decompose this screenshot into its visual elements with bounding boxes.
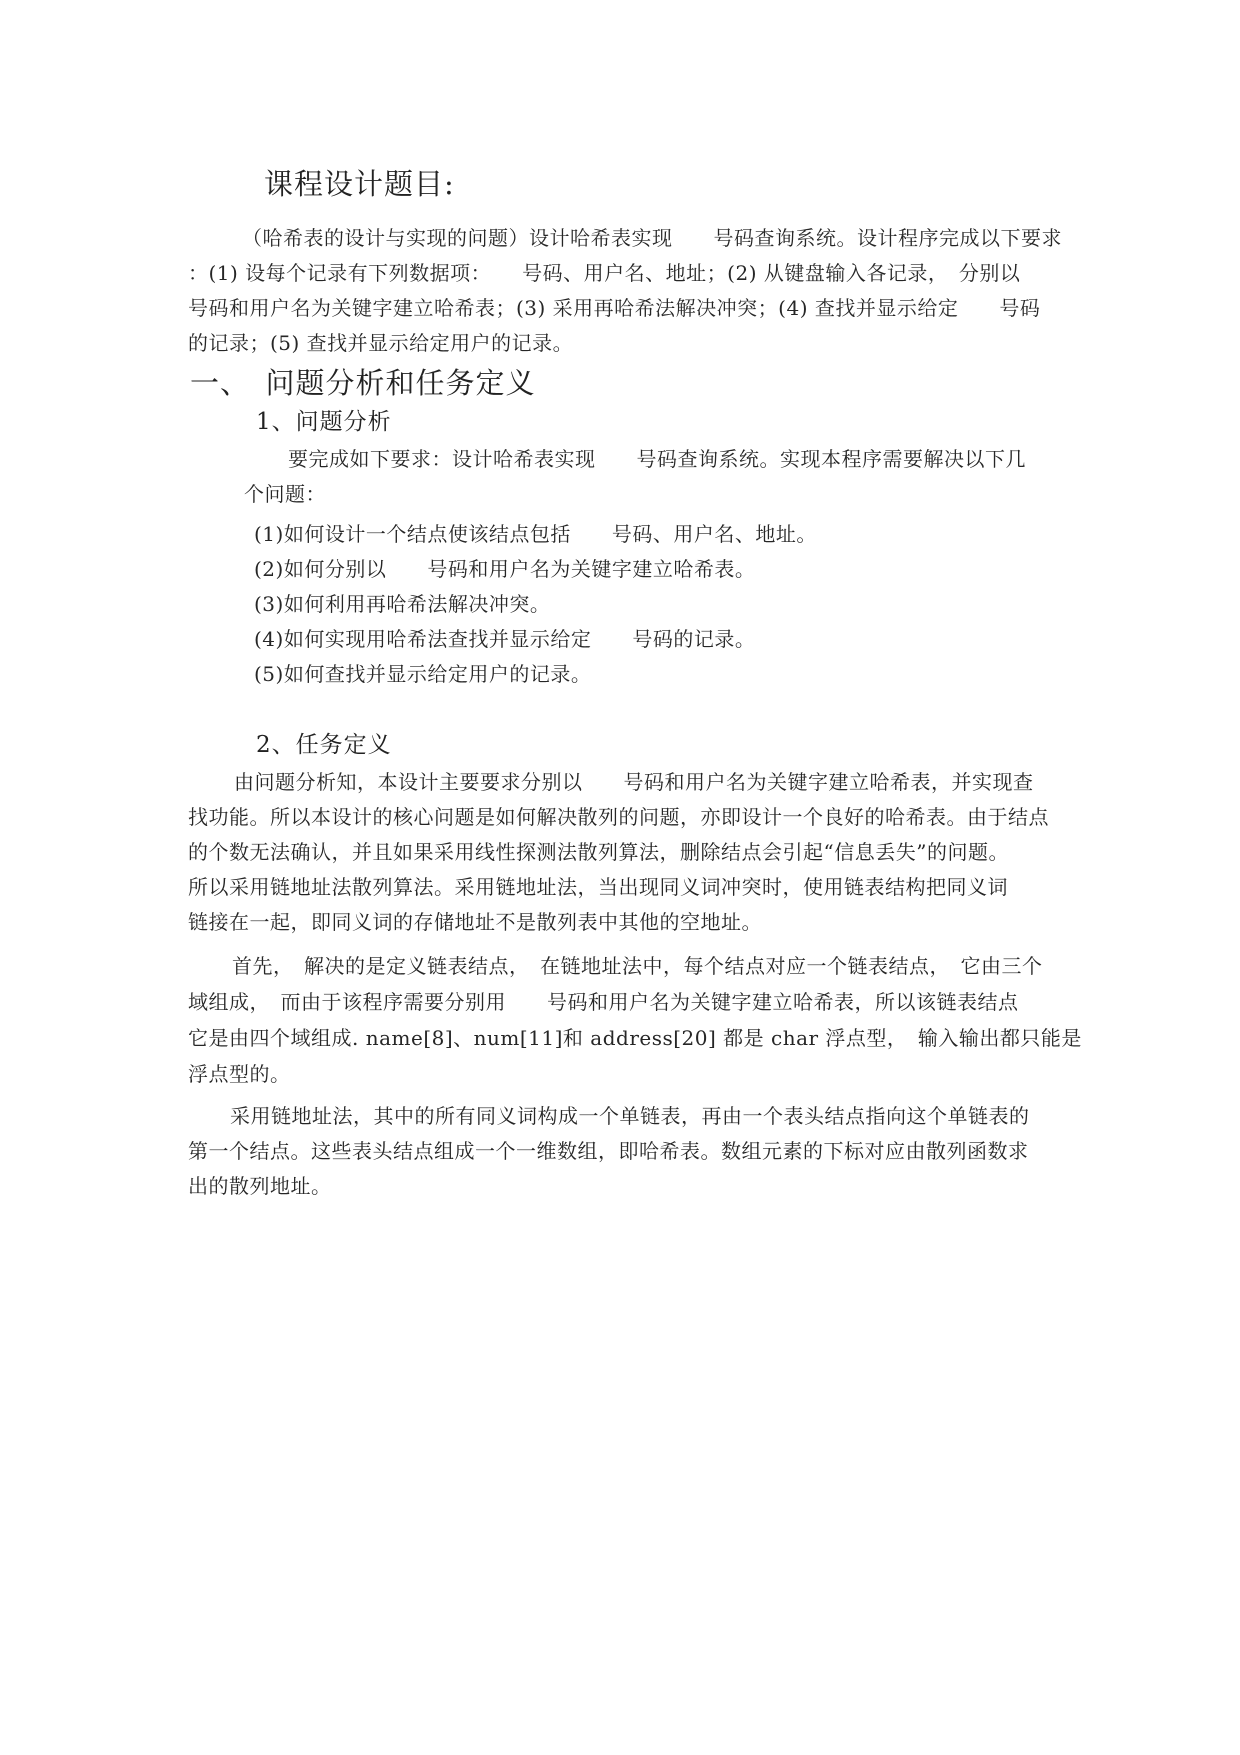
section-heading-1: 一、 问题分析和任务定义 xyxy=(190,366,536,400)
analysis-para-line-1: 要完成如下要求：设计哈希表实现 号码查询系统。实现本程序需要解决以下几 xyxy=(288,447,1026,471)
analysis-item-5: (5)如何查找并显示给定用户的记录。 xyxy=(254,662,592,686)
intro-line-3: 号码和用户名为关键字建立哈希表；(3) 采用再哈希法解决冲突；(4) 查找并显示给定 号码 xyxy=(188,296,1041,320)
intro-line-1: （哈希表的设计与实现的问题）设计哈希表实现 号码查询系统。设计程序完成以下要求 xyxy=(242,226,1062,250)
task-para3-line-1: 采用链地址法，其中的所有同义词构成一个单链表，再由一个表头结点指向这个单链表的 xyxy=(230,1104,1030,1128)
analysis-item-4: (4)如何实现用哈希法查找并显示给定 号码的记录。 xyxy=(254,627,756,651)
task-para2-line-4: 浮点型的。 xyxy=(188,1062,291,1086)
task-para2-line-2: 域组成， 而由于该程序需要分别用 号码和用户名为关键字建立哈希表，所以该链表结点 xyxy=(188,990,1019,1014)
task-para1-line-3: 的个数无法确认，并且如果采用线性探测法散列算法，删除结点会引起“信息丢失”的问题。 xyxy=(188,840,1009,864)
task-para2-line-3: 它是由四个域组成. name[8]、num[11]和 address[20] 都是 char 浮点型， 输入输出都只能是 xyxy=(188,1026,1082,1050)
task-para3-line-3: 出的散列地址。 xyxy=(188,1174,332,1198)
subsection-heading-2: 2、任务定义 xyxy=(256,732,392,758)
page-title: 课程设计题目: xyxy=(264,167,455,201)
analysis-para-line-2: 个问题： xyxy=(244,482,326,506)
task-para2-line-1: 首先， 解决的是定义链表结点， 在链地址法中，每个结点对应一个链表结点， 它由三个 xyxy=(232,954,1043,978)
task-para3-line-2: 第一个结点。这些表头结点组成一个一维数组，即哈希表。数组元素的下标对应由散列函数求 xyxy=(188,1139,1029,1163)
task-para1-line-5: 链接在一起，即同义词的存储地址不是散列表中其他的空地址。 xyxy=(188,910,762,934)
intro-line-2: ：(1) 设每个记录有下列数据项： 号码、用户名、地址；(2) 从键盘输入各记录， 分别以 xyxy=(188,261,1021,285)
subsection-heading-1: 1、问题分析 xyxy=(256,409,392,435)
task-para1-line-1: 由问题分析知，本设计主要要求分别以 号码和用户名为关键字建立哈希表，并实现查 xyxy=(234,770,1034,794)
task-para1-line-2: 找功能。所以本设计的核心问题是如何解决散列的问题，亦即设计一个良好的哈希表。由于结点 xyxy=(188,805,1049,829)
analysis-item-1: (1)如何设计一个结点使该结点包括 号码、用户名、地址。 xyxy=(254,522,817,546)
analysis-item-3: (3)如何利用再哈希法解决冲突。 xyxy=(254,592,551,616)
intro-line-4: 的记录；(5) 查找并显示给定用户的记录。 xyxy=(188,331,574,355)
task-para1-line-4: 所以采用链地址法散列算法。采用链地址法，当出现同义词冲突时，使用链表结构把同义词 xyxy=(188,875,1008,899)
analysis-item-2: (2)如何分别以 号码和用户名为关键字建立哈希表。 xyxy=(254,557,756,581)
